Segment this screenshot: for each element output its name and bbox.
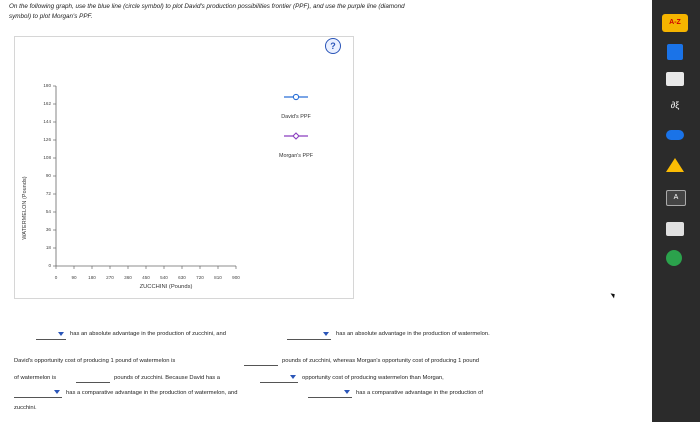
drive-icon[interactable] xyxy=(666,158,684,172)
y-tick-label: 72 xyxy=(45,191,51,196)
legend-david-circle-icon[interactable] xyxy=(293,94,298,99)
q2-input-morgan-cost[interactable] xyxy=(76,373,110,383)
y-tick-label: 180 xyxy=(43,83,51,88)
blue-bookmark-icon[interactable] xyxy=(667,44,683,60)
note-icon[interactable] xyxy=(666,222,684,236)
chevron-down-icon xyxy=(344,390,350,394)
green-circle-icon[interactable] xyxy=(666,250,682,266)
q2-select-person-2[interactable] xyxy=(308,388,352,398)
q2-line2b: pounds of zucchini. Because David has a xyxy=(114,375,221,381)
q2-line3b: has a comparative advantage in the production of xyxy=(356,390,483,396)
x-tick-label: 450 xyxy=(142,275,150,280)
instructions-line1: On the following graph, use the blue line (circle symbol) to plot David's production possibilities frontier (PPF), and use the purple line (diamond xyxy=(9,3,405,10)
x-tick-label: 900 xyxy=(232,275,240,280)
y-tick-label: 144 xyxy=(43,119,51,124)
y-tick-label: 162 xyxy=(43,101,51,106)
x-tick-label: 90 xyxy=(71,275,77,280)
q2-select-person-1[interactable] xyxy=(14,388,62,398)
chevron-down-icon xyxy=(58,332,64,336)
x-tick-label: 360 xyxy=(124,275,132,280)
q2-line2a: of watermelon is xyxy=(14,375,57,381)
chevron-down-icon xyxy=(323,332,329,336)
help-button[interactable]: ? xyxy=(325,38,341,54)
q1-select-2[interactable] xyxy=(287,330,331,340)
cloud-icon[interactable] xyxy=(666,130,684,140)
x-tick-label: 630 xyxy=(178,275,186,280)
x-tick-label: 540 xyxy=(160,275,168,280)
x-tick-label: 0 xyxy=(54,275,58,280)
instructions-line2: symbol) to plot Morgan's PPF. xyxy=(9,13,93,20)
edit-icon[interactable] xyxy=(666,72,684,86)
y-tick-label: 126 xyxy=(43,137,51,142)
x-tick-label: 270 xyxy=(106,275,114,280)
x-axis-label: ZUCCHINI (Pounds) xyxy=(139,284,193,290)
q2-line1b: pounds of zucchini, whereas Morgan's opportunity cost of producing 1 pound xyxy=(282,358,480,364)
legend-morgan-label: Morgan's PPF xyxy=(279,153,313,159)
legend-david-label: David's PPF xyxy=(281,114,311,120)
q2-line1a: David's opportunity cost of producing 1 pound of watermelon is xyxy=(14,358,176,364)
q2-line3a: has a comparative advantage in the production of watermelon, and xyxy=(66,390,238,396)
chevron-down-icon xyxy=(290,375,296,379)
y-tick-label: 36 xyxy=(45,227,51,232)
az-icon[interactable]: A-Z xyxy=(662,14,688,32)
extension-sidebar xyxy=(652,0,700,422)
q1-text-2: has an absolute advantage in the production of watermelon. xyxy=(336,331,490,337)
x-tick-label: 720 xyxy=(196,275,204,280)
ppf-chart[interactable] xyxy=(0,0,352,300)
acrobat-icon[interactable]: A xyxy=(666,190,686,206)
chevron-down-icon xyxy=(54,390,60,394)
y-tick-label: 54 xyxy=(45,209,51,214)
q1-select-1[interactable] xyxy=(36,330,66,340)
q2-select-cost[interactable] xyxy=(260,373,298,383)
q2-line4: zucchini. xyxy=(14,405,37,411)
math-icon[interactable]: ∂ξ xyxy=(670,100,680,110)
y-tick-label: 18 xyxy=(45,245,51,250)
x-tick-label: 810 xyxy=(214,275,222,280)
mouse-cursor xyxy=(611,292,617,299)
y-axis-label: WATERMELON (Pounds) xyxy=(22,176,28,240)
x-tick-label: 180 xyxy=(88,275,96,280)
legend-morgan-diamond-icon[interactable] xyxy=(293,133,299,139)
q1-text-1: has an absolute advantage in the production of zucchini, and xyxy=(70,331,226,337)
y-tick-label: 108 xyxy=(43,155,51,160)
q2-input-david-cost[interactable] xyxy=(244,356,278,366)
y-tick-label: 90 xyxy=(45,173,51,178)
y-tick-label: 0 xyxy=(48,263,51,268)
q2-line2c: opportunity cost of producing watermelon than Morgan, xyxy=(302,375,444,381)
